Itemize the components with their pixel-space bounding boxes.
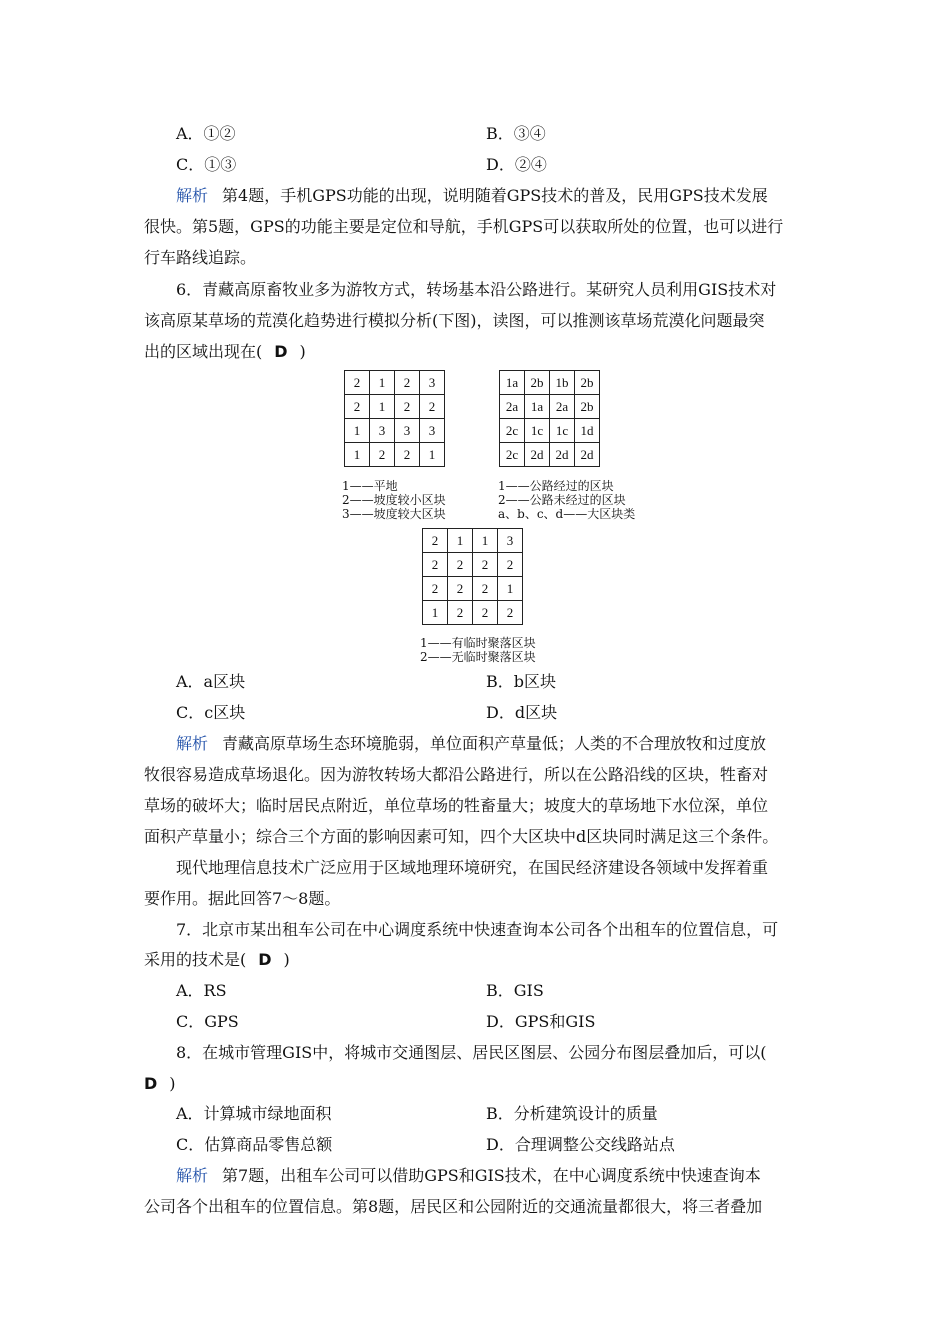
- intro-78-line-2: 要作用。据此回答7～8题。: [144, 889, 341, 908]
- analysis-6-line-3: 草场的破坏大；临时居民点附近，单位草场的牲畜量大；坡度大的草场地下水位深，单位: [144, 796, 769, 815]
- q6-option-b: B．b区块: [486, 672, 557, 691]
- analysis-label: 解析: [176, 186, 209, 205]
- q5-option-a: A．①②: [176, 124, 236, 143]
- analysis-45-line-2: 很快。第5题，GPS的功能主要是定位和导航，手机GPS可以获取所处的位置，也可以进行: [144, 217, 784, 236]
- question-8-line-2: D ): [144, 1074, 176, 1093]
- analysis-6-line-4: 面积产草量小；综合三个方面的影响因素可知，四个大区块中d区块同时满足这三个条件。: [144, 827, 779, 846]
- question-7-line-2: 采用的技术是( D ): [144, 950, 290, 969]
- intro-78-line-1: 现代地理信息技术广泛应用于区域地理环境研究，在国民经济建设各领域中发挥着重: [176, 858, 769, 877]
- road-grid: 1a 2b 1b 2b 2a 1a 2a 2b 2c 1c 1c 1d 2c 2d 2d 2d: [499, 370, 600, 467]
- question-6-line-3: 出的区域出现在( D ): [144, 342, 306, 361]
- q7-option-b: B．GIS: [486, 981, 544, 1000]
- question-6-answer: D: [274, 342, 288, 361]
- analysis-78-line-1: 解析 第7题，出租车公司可以借助GPS和GIS技术，在中心调度系统中快速查询本: [176, 1166, 761, 1185]
- analysis-45-line-3: 行车路线追踪。: [144, 248, 257, 267]
- question-6-line-2: 该高原某草场的荒漠化趋势进行模拟分析(下图)，读图，可以推测该草场荒漠化问题最突: [144, 311, 765, 330]
- q7-option-c: C．GPS: [176, 1012, 239, 1031]
- analysis-label: 解析: [176, 734, 209, 753]
- analysis-78-line-2: 公司各个出租车的位置信息。第8题，居民区和公园附近的交通流量都很大，将三者叠加: [144, 1197, 763, 1216]
- q5-option-b: B．③④: [486, 124, 546, 143]
- slope-grid: 2 1 2 3 2 1 2 2 1 3 3 3 1 2 2 1: [344, 370, 445, 467]
- q8-option-b: B．分析建筑设计的质量: [486, 1104, 658, 1123]
- question-7-line-1: 7．北京市某出租车公司在中心调度系统中快速查询本公司各个出租车的位置信息，可: [176, 920, 779, 939]
- analysis-label: 解析: [176, 1166, 209, 1185]
- q5-option-d: D．②④: [486, 155, 547, 174]
- question-6-line-1: 6．青藏高原畜牧业多为游牧方式，转场基本沿公路进行。某研究人员利用GIS技术对: [176, 280, 777, 299]
- q7-option-a: A．RS: [176, 981, 227, 1000]
- q6-option-c: C．c区块: [176, 703, 246, 722]
- q6-option-a: A．a区块: [176, 672, 246, 691]
- q5-option-c: C．①③: [176, 155, 237, 174]
- question-8-answer: D: [144, 1074, 158, 1093]
- q6-option-d: D．d区块: [486, 703, 558, 722]
- settlement-legend: 1——有临时聚落区块 2——无临时聚落区块: [420, 636, 536, 664]
- question-8-line-1: 8．在城市管理GIS中，将城市交通图层、居民区图层、公园分布图层叠加后，可以(: [176, 1043, 767, 1062]
- analysis-6-line-2: 牧很容易造成草场退化。因为游牧转场大都沿公路进行，所以在公路沿线的区块，牲畜对: [144, 765, 769, 784]
- q8-option-a: A．计算城市绿地面积: [176, 1104, 332, 1123]
- q8-option-c: C．估算商品零售总额: [176, 1135, 333, 1154]
- q8-option-d: D．合理调整公交线路站点: [486, 1135, 675, 1154]
- road-legend: 1——公路经过的区块 2——公路未经过的区块 a、b、c、d——大区块类: [498, 479, 636, 521]
- analysis-45-line-1: 解析 第4题，手机GPS功能的出现，说明随着GPS技术的普及，民用GPS技术发展: [176, 186, 768, 205]
- slope-legend: 1——平地 2——坡度较小区块 3——坡度较大区块: [342, 479, 446, 521]
- q7-option-d: D．GPS和GIS: [486, 1012, 596, 1031]
- analysis-6-line-1: 解析 青藏高原草场生态环境脆弱，单位面积产草量低；人类的不合理放牧和过度放: [176, 734, 767, 753]
- settlement-grid: 2 1 1 3 2 2 2 2 2 2 2 1 1 2 2 2: [422, 528, 523, 625]
- question-7-answer: D: [258, 950, 272, 969]
